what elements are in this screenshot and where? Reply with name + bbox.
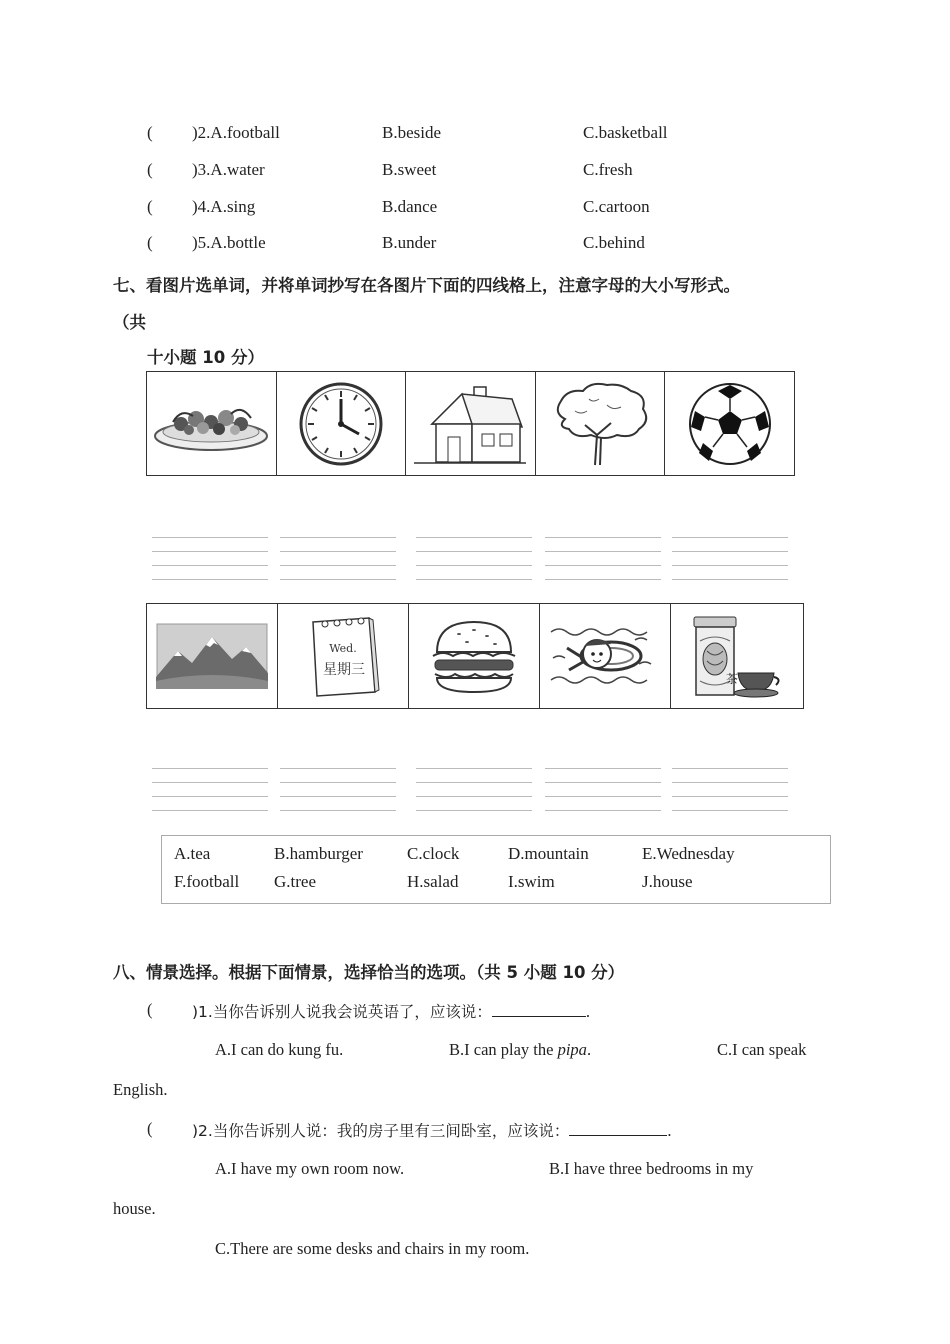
answer-blank[interactable]: [492, 1002, 586, 1017]
tea-label: 茶: [726, 672, 739, 686]
option-a: )4.A.sing: [192, 197, 256, 216]
answer-paren[interactable]: (: [147, 233, 153, 252]
option-a: A.I have my own room now.: [215, 1159, 405, 1178]
option-b: B.I can play the pipa.: [449, 1040, 592, 1059]
calendar-day-en: Wed.: [329, 642, 357, 655]
option-c: C.cartoon: [583, 197, 650, 216]
option-c: C.basketball: [583, 123, 668, 142]
option-c-cont: English.: [113, 1080, 168, 1099]
writing-lines[interactable]: [152, 537, 268, 581]
answer-blank[interactable]: [569, 1121, 667, 1136]
word-option: H.salad: [407, 872, 459, 891]
writing-lines[interactable]: [416, 768, 532, 812]
word-option: J.house: [642, 872, 693, 891]
option-a: )5.A.bottle: [192, 233, 266, 252]
section-heading-cont: （共: [113, 313, 146, 332]
tea-icon: [671, 604, 801, 708]
question-end: .: [585, 1002, 590, 1021]
option-b: B.dance: [382, 197, 438, 216]
word-option: F.football: [174, 872, 240, 891]
question-prompt: )1.当你告诉别人说我会说英语了，应该说：: [192, 1003, 492, 1021]
wednesday-calendar-icon: [278, 604, 409, 708]
option-a: A.I can do kung fu.: [215, 1040, 344, 1059]
writing-lines[interactable]: [545, 537, 661, 581]
mountain-icon: [147, 604, 278, 708]
writing-lines[interactable]: [672, 537, 788, 581]
word-option: C.clock: [407, 844, 460, 863]
writing-lines[interactable]: [280, 768, 396, 812]
option-c: C.behind: [583, 233, 645, 252]
writing-lines[interactable]: [672, 768, 788, 812]
writing-lines[interactable]: [545, 768, 661, 812]
word-option: D.mountain: [508, 844, 589, 863]
answer-paren[interactable]: (: [147, 1000, 153, 1019]
section-heading: 八、情景选择。根据下面情景，选择恰当的选项。（共 5 小题 10 分）: [113, 963, 625, 982]
football-icon: [665, 372, 794, 475]
answer-paren[interactable]: (: [147, 1119, 153, 1138]
writing-lines[interactable]: [152, 768, 268, 812]
answer-paren[interactable]: (: [147, 160, 153, 179]
picture-row-2: [146, 603, 804, 709]
tree-icon: [536, 372, 666, 475]
option-c: C.There are some desks and chairs in my room.: [215, 1239, 530, 1258]
question-prompt: )2.当你告诉别人说：我的房子里有三间卧室，应该说：: [192, 1122, 570, 1140]
option-a: )3.A.water: [192, 160, 265, 179]
question-end: .: [667, 1121, 672, 1140]
picture-row-1: [146, 371, 795, 476]
option-b: B.under: [382, 233, 437, 252]
clock-icon: [277, 372, 407, 475]
option-b: B.beside: [382, 123, 442, 142]
option-b: B.I have three bedrooms in my: [549, 1159, 754, 1178]
answer-paren[interactable]: (: [147, 123, 153, 142]
house-icon: [406, 372, 536, 475]
swim-icon: [540, 604, 671, 708]
word-option: E.Wednesday: [642, 844, 735, 863]
option-c: C.fresh: [583, 160, 633, 179]
section-heading-cont: 十小题 10 分）: [147, 348, 264, 367]
salad-icon: [147, 372, 277, 475]
section-heading: 七、看图片选单词，并将单词抄写在各图片下面的四线格上，注意字母的大小写形式。: [113, 276, 740, 295]
word-option: I.swim: [508, 872, 555, 891]
hamburger-icon: [409, 604, 540, 708]
option-b-cont: house.: [113, 1199, 156, 1218]
answer-paren[interactable]: (: [147, 197, 153, 216]
word-option: A.tea: [174, 844, 211, 863]
calendar-day-zh: 星期三: [323, 662, 365, 678]
option-b: B.sweet: [382, 160, 437, 179]
option-a: )2.A.football: [192, 123, 280, 142]
writing-lines[interactable]: [416, 537, 532, 581]
word-option: B.hamburger: [274, 844, 363, 863]
option-c: C.I can speak: [717, 1040, 807, 1059]
writing-lines[interactable]: [280, 537, 396, 581]
word-option: G.tree: [274, 872, 317, 891]
word-bank: [161, 835, 831, 904]
